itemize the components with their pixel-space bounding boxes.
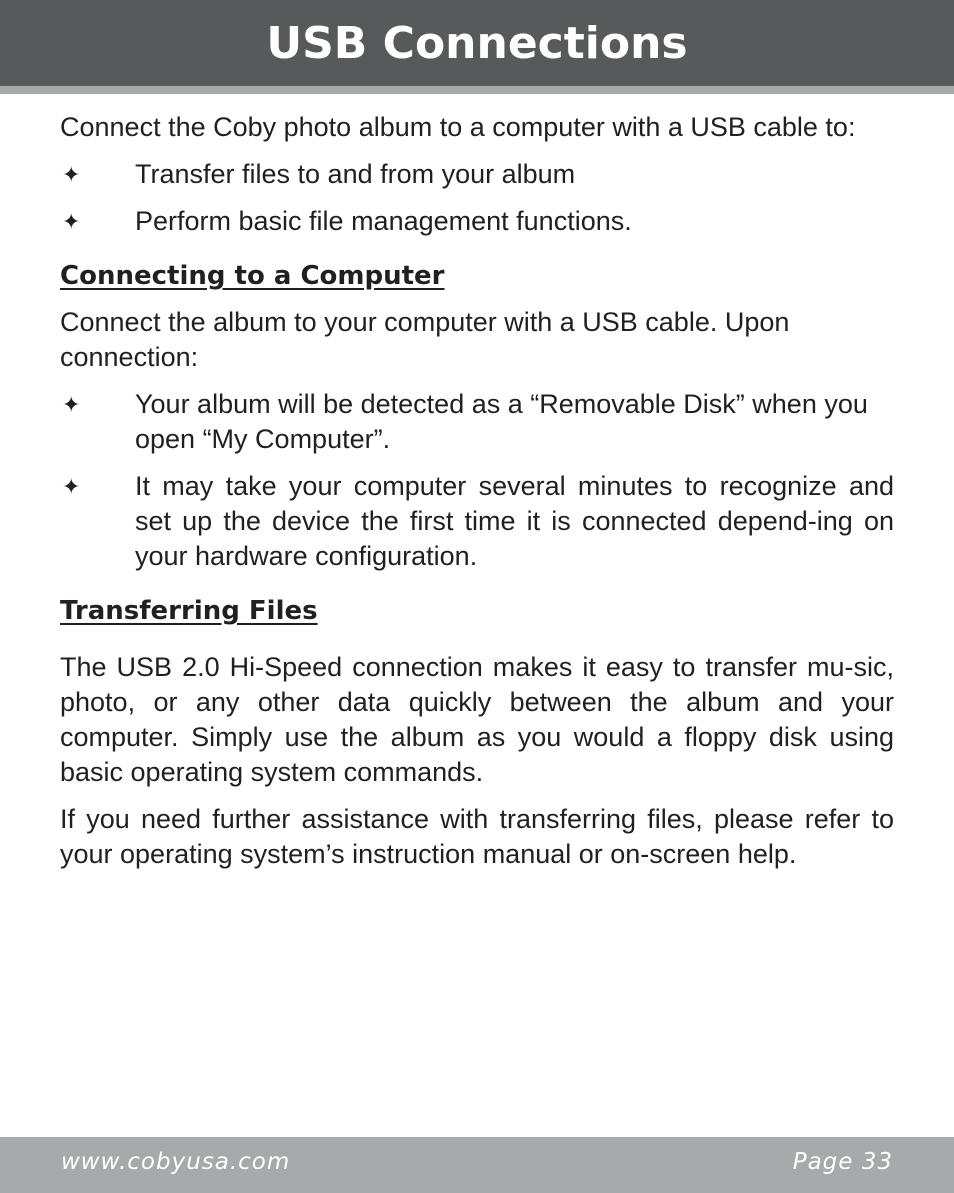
intro-paragraph: Connect the Coby photo album to a computer with a USB cable to: xyxy=(60,112,856,142)
star-bullet-icon: ✦ xyxy=(62,209,81,234)
star-bullet-icon: ✦ xyxy=(62,474,81,499)
list-item xyxy=(60,157,894,192)
page-footer xyxy=(0,1137,954,1193)
section-heading-transferring: Transferring Files xyxy=(60,596,318,626)
star-bullet-icon: ✦ xyxy=(62,162,81,187)
list-item-text: Transfer files to and from your album xyxy=(135,159,576,189)
connecting-paragraph: Connect the album to your computer with a USB cable. Upon connection: xyxy=(60,307,790,372)
list-item-text: Perform basic file management functions. xyxy=(135,206,632,236)
header-divider xyxy=(0,86,954,94)
assistance-paragraph: If you need further assistance with transferring files, please refer to your operating system’s instruction manual or on-screen help. xyxy=(60,804,894,869)
list-item xyxy=(60,387,894,457)
list-item-text: It may take your computer several minutes to recognize and set up the device the first time it is connected depend-ing on your hardware configuration. xyxy=(135,471,894,571)
list-item xyxy=(60,469,894,574)
page-number: Page 33 xyxy=(792,1149,893,1175)
footer-website-link[interactable]: www.cobyusa.com xyxy=(61,1149,291,1175)
page-title: USB Connections xyxy=(266,18,688,69)
page-content xyxy=(60,110,894,884)
list-item xyxy=(60,204,894,239)
transferring-paragraph: The USB 2.0 Hi-Speed connection makes it easy to transfer mu-sic, photo, or any other data quickly between the album and your computer. Simply use the album as you would a floppy disk using basic operating system commands. xyxy=(60,652,894,787)
page-header xyxy=(0,0,954,86)
star-bullet-icon: ✦ xyxy=(62,392,81,417)
list-item-text: Your album will be detected as a “Removable Disk” when you open “My Computer”. xyxy=(135,389,868,454)
section-heading-connecting: Connecting to a Computer xyxy=(60,261,445,291)
